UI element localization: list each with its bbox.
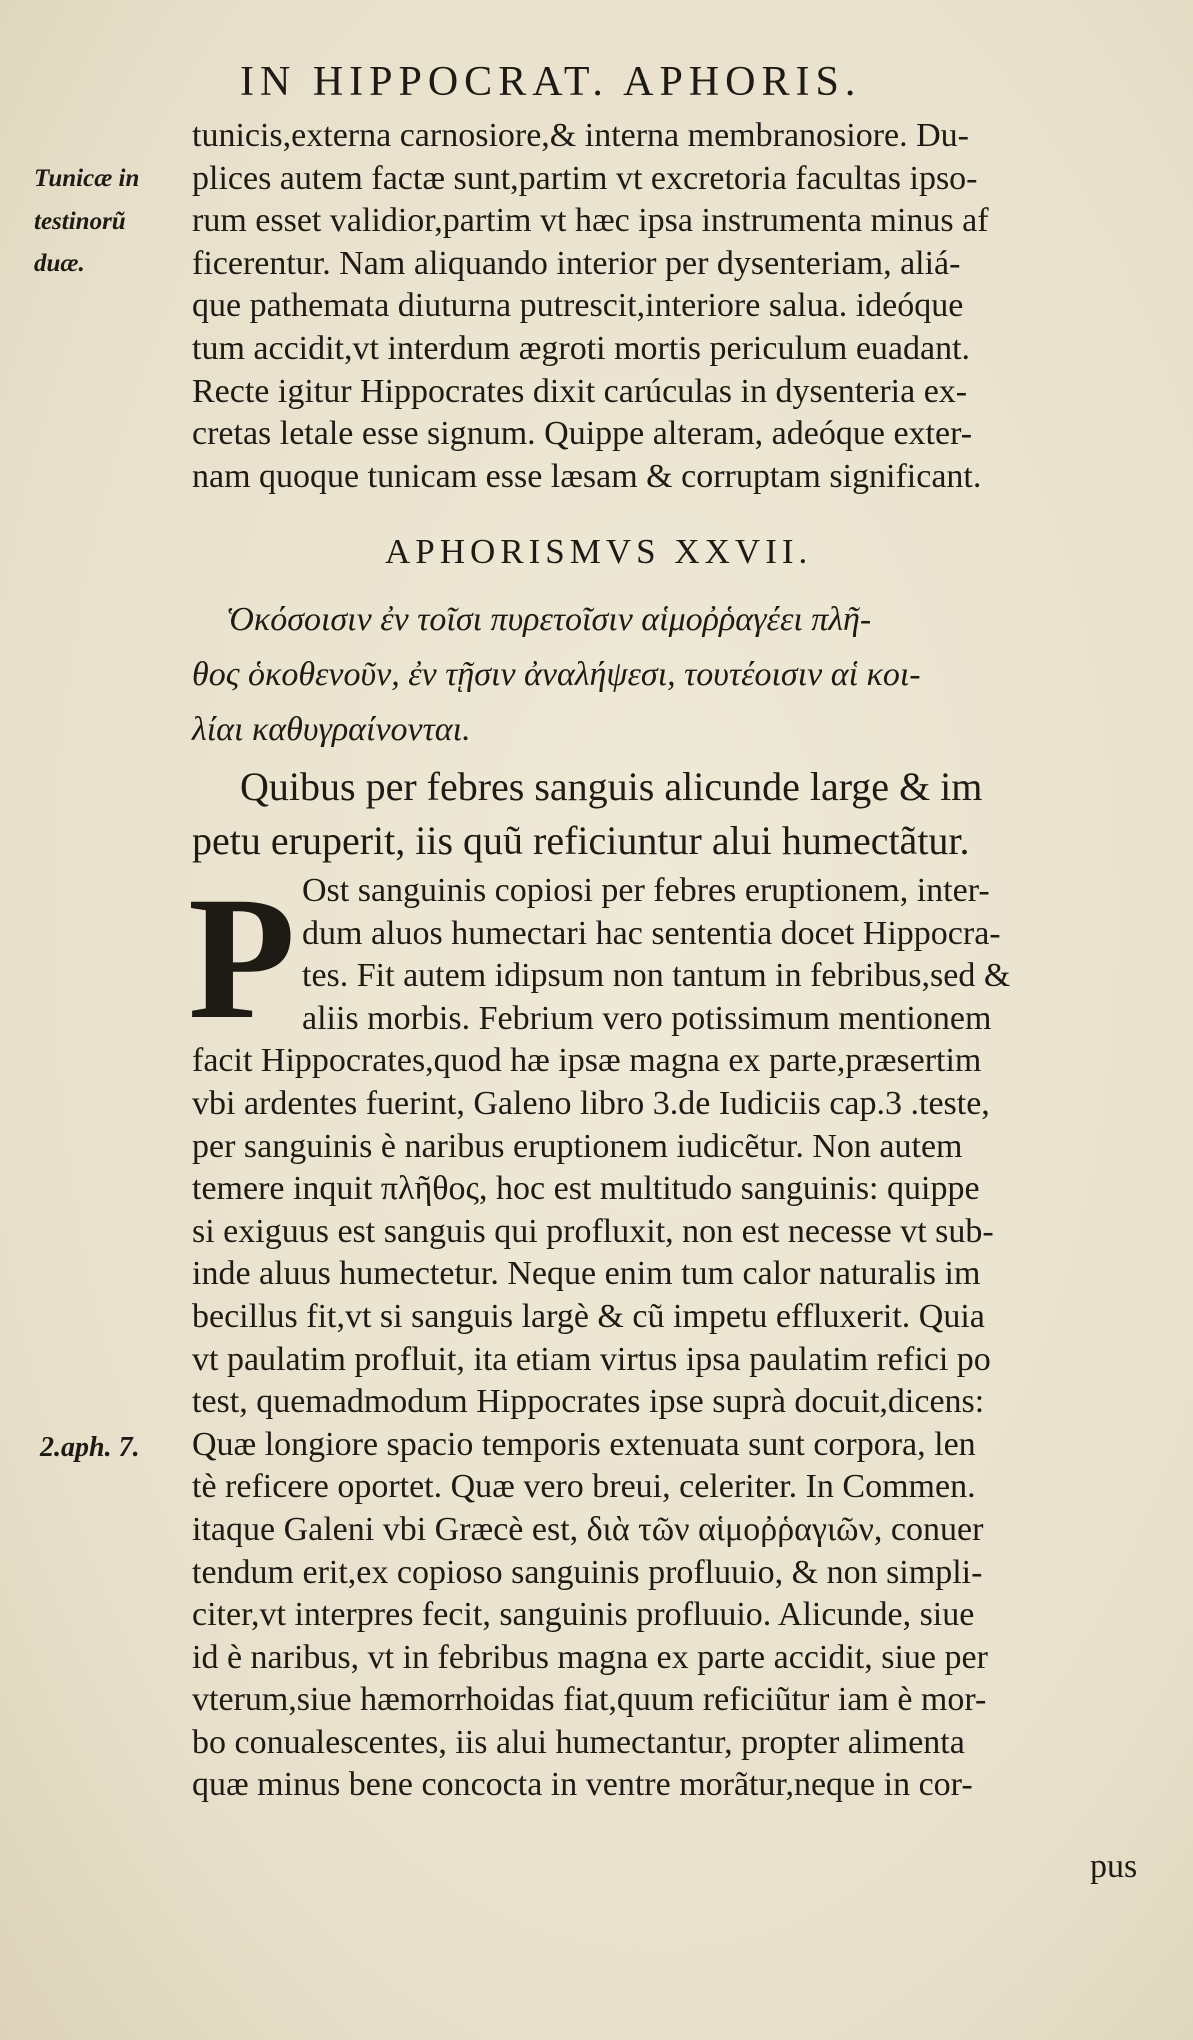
greek-line: Ὁκόσοισιν ἐν τοῖσι πυρετοῖσιν αἱμοῤῥαγέει πλῆ- [226, 601, 872, 638]
text-line: tes. Fit autem idipsum non tantum in febribus,sed & [302, 957, 1011, 995]
greek-line: θος ὁκοθενοῦν, ἐν τῇσιν ἀναλήψεσι, τουτέοισιν αἱ κοι- [192, 656, 921, 693]
text-line: facit Hippocrates,quod hæ ipsæ magna ex parte,præsertim [192, 1042, 982, 1080]
text-line: quæ minus bene concocta in ventre morãtur,neque in cor- [192, 1766, 973, 1804]
aphorism-heading: APHORISMVS XXVII. [385, 532, 813, 571]
text-line: per sanguinis è naribus eruptionem iudicẽtur. Non autem [192, 1127, 963, 1165]
text-block-commentary-26 [192, 115, 1152, 498]
text-line: citer,vt interpres fecit, sanguinis profluuio. Alicunde, siue [192, 1596, 975, 1634]
text-line: tunicis,externa carnosiore,& interna membranosiore. Du- [192, 117, 970, 154]
latin-aphorism-line: Quibus per febres sanguis alicunde large & im [240, 764, 983, 809]
margin-note-tunicae [34, 158, 184, 286]
text-line: vbi ardentes fuerint, Galeno libro 3.de Iudiciis cap.3 .teste, [192, 1084, 990, 1122]
margin-note-reference: 2.aph. 7. [40, 1432, 140, 1463]
text-line: temere inquit πλῆθος, hoc est multitudo sanguinis: quippe [192, 1170, 980, 1208]
text-block-commentary-27 [192, 870, 1152, 1807]
latin-aphorism-line: petu eruperit, iis quũ reficiuntur alui humectãtur. [192, 818, 970, 863]
text-line: becillus fit,vt si sanguis largè & cũ impetu effluxerit. Quia [192, 1297, 985, 1335]
text-line: inde aluus humectetur. Neque enim tum calor naturalis im [192, 1255, 981, 1293]
running-head: IN HIPPOCRAT. APHORIS. [240, 59, 862, 105]
text-line: si exiguus est sanguis qui profluxit, non est necesse vt sub- [192, 1212, 994, 1250]
greek-line: λίαι καθυγραίνονται. [192, 711, 471, 748]
margin-note-line: testinorũ [34, 207, 126, 235]
text-line: nam quoque tunicam esse læsam & corruptam significant. [192, 457, 982, 495]
text-line: vt paulatim profluit, ita etiam virtus ipsa paulatim refici po [192, 1340, 991, 1378]
text-line: Recte igitur Hippocrates dixit carúculas in dysenteria ex- [192, 372, 968, 410]
margin-note-line: Tunicæ in [34, 165, 140, 192]
text-line: Ost sanguinis copiosi per febres eruptionem, inter- [302, 872, 990, 909]
text-line: tum accidit,vt interdum ægroti mortis periculum euadant. [192, 329, 971, 367]
text-line: rum esset validior,partim vt hæc ipsa instrumenta minus af [192, 202, 989, 240]
text-line: Quæ longiore spacio temporis extenuata sunt corpora, len [192, 1425, 976, 1463]
text-line: aliis morbis. Febrium vero potissimum mentionem [302, 999, 992, 1037]
text-line: tè reficere oportet. Quæ vero breui, celeriter. In Commen. [192, 1468, 976, 1506]
text-line: cretas letale esse signum. Quippe alteram, adeóque exter- [192, 415, 973, 453]
text-line: test, quemadmodum Hippocrates ipse suprà docuit,dicens: [192, 1383, 985, 1421]
margin-note-line: duæ. [34, 250, 85, 278]
text-line: dum aluos humectari hac sententia docet Hippocra- [302, 914, 1001, 952]
text-line: id è naribus, vt in febribus magna ex parte accidit, siue per [192, 1638, 988, 1676]
text-line: bo conualescentes, iis alui humectantur, propter alimenta [192, 1723, 965, 1761]
latin-aphorism-text [192, 760, 1152, 868]
text-line: ficerentur. Nam aliquando interior per dysenteriam, aliá- [192, 244, 961, 282]
text-line: itaque Galeni vbi Græcè est, διὰ τῶν αἱμοῤῥαγιῶν, conuer [192, 1510, 984, 1548]
text-line: que pathemata diuturna putrescit,interiore salua. ideóque [192, 287, 964, 325]
text-line: tendum erit,ex copioso sanguinis profluuio, & non simpli- [192, 1553, 983, 1591]
text-line: vterum,siue hæmorrhoidas fiat,quum reficiũtur iam è mor- [192, 1681, 987, 1719]
greek-aphorism-text [192, 592, 1152, 757]
catchword: pus [1090, 1848, 1138, 1885]
drop-cap: P [188, 861, 296, 1056]
text-line: plices autem factæ sunt,partim vt excretoria facultas ipso- [192, 159, 978, 197]
